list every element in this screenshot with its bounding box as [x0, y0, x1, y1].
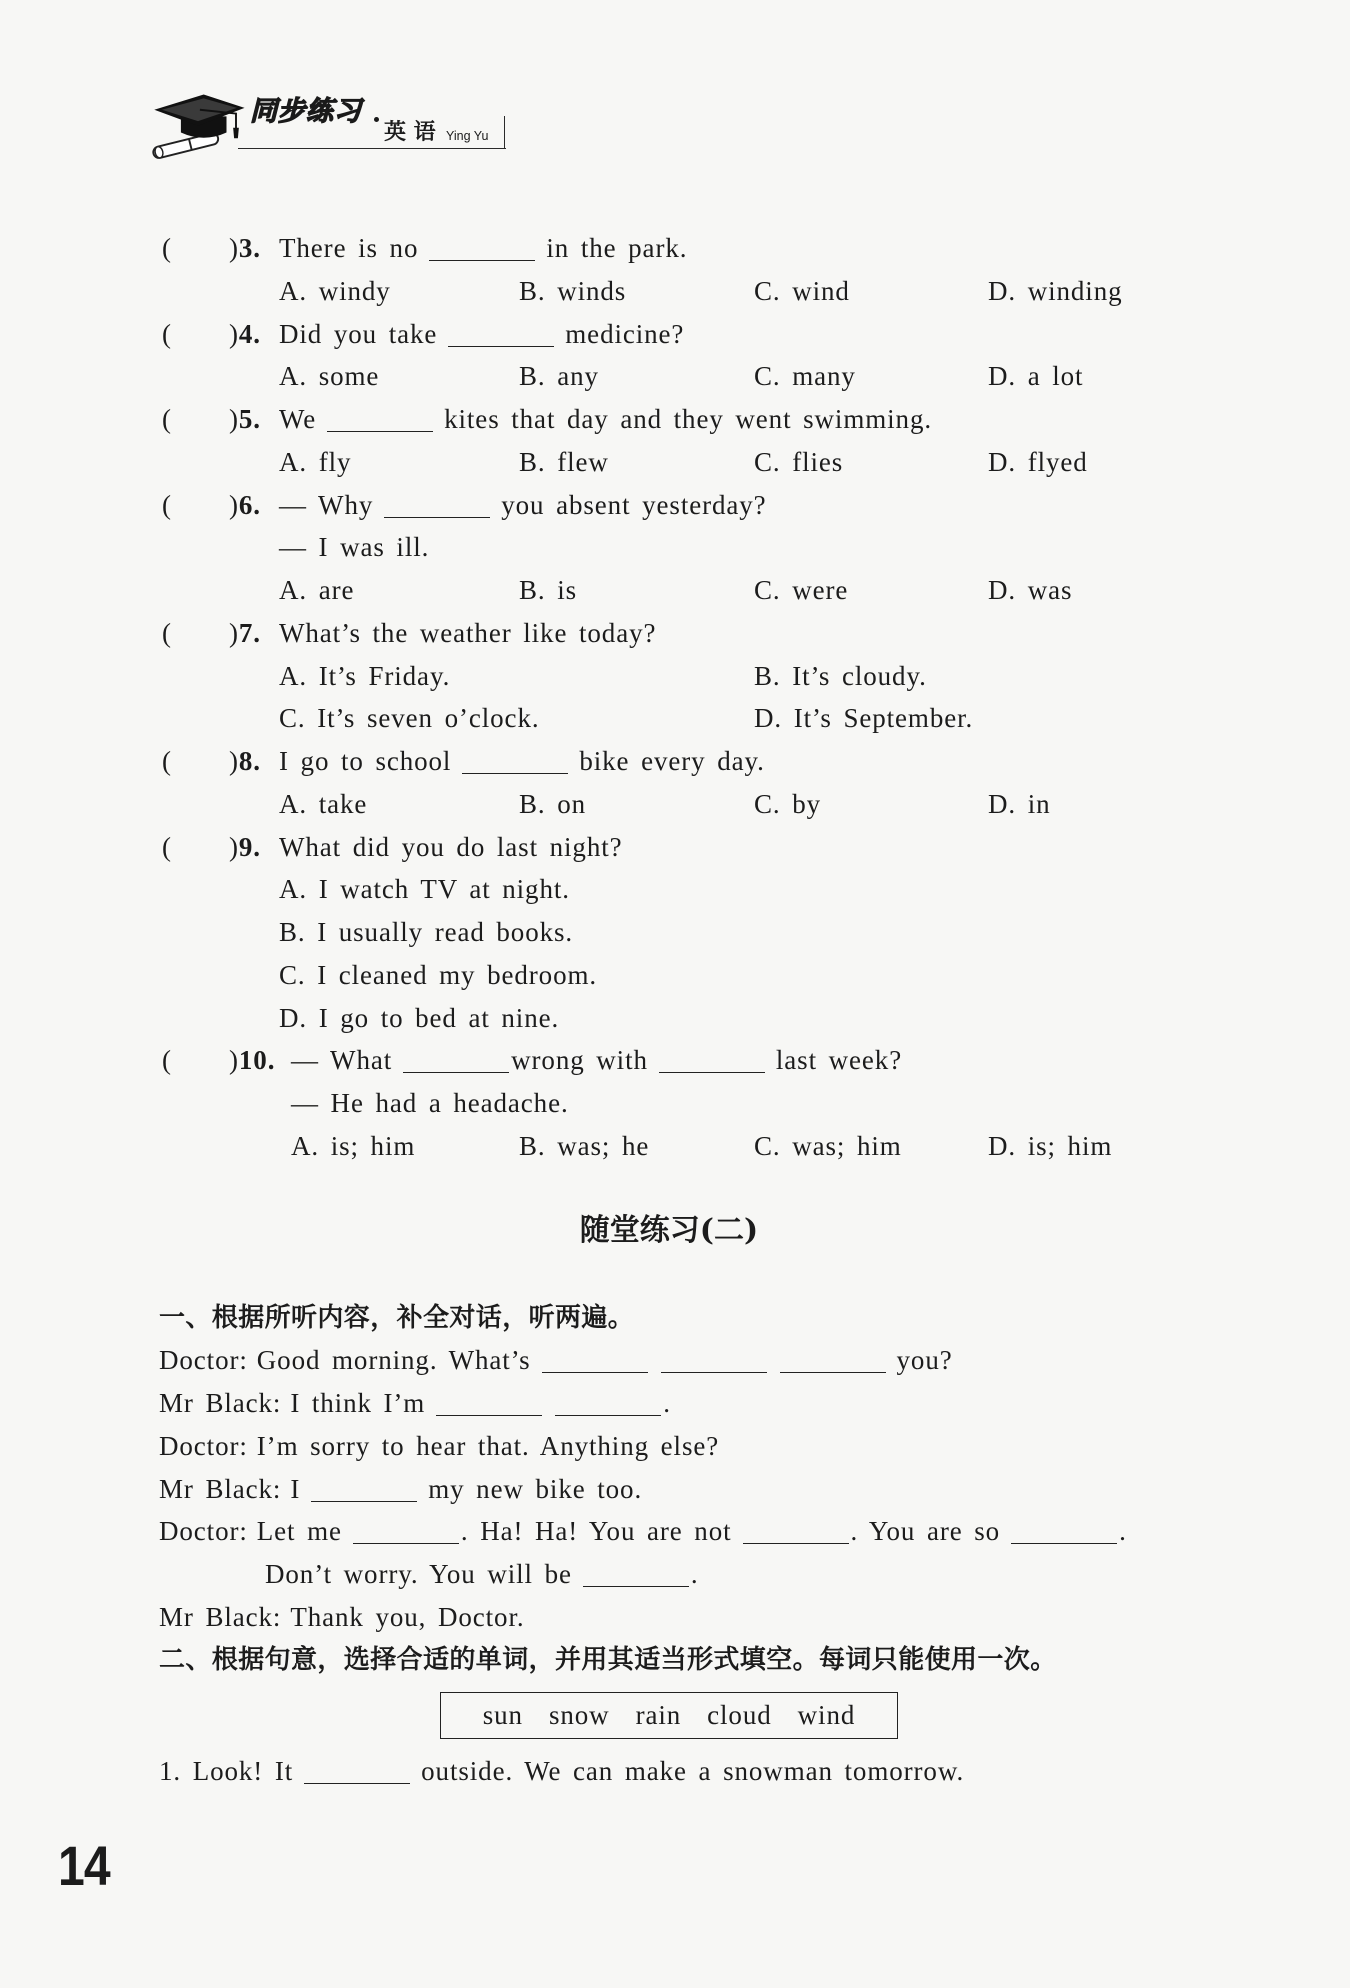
dialogue-text	[159, 1553, 699, 1596]
question-10	[0, 1039, 1350, 1082]
question-number-label: 6.	[238, 489, 261, 520]
option-a: A. windy	[279, 275, 391, 306]
answer-bracket-close: )	[229, 318, 239, 349]
question-number	[229, 826, 261, 869]
question-number	[229, 740, 261, 783]
option-a: A. take	[279, 788, 368, 819]
option-d: D. was	[988, 575, 1073, 605]
stem-segment: — Why	[279, 489, 374, 520]
option-c: C. I cleaned my bedroom.	[279, 959, 598, 990]
option-c: C. It’s seven o’clock.	[279, 703, 540, 734]
option-d: D. a lot	[988, 361, 1084, 392]
question-9	[0, 826, 1350, 869]
option-a: A. It’s Friday.	[279, 660, 451, 691]
stem-segment: I go to school	[279, 746, 452, 776]
dialogue-segment: Thank you, Doctor.	[290, 1601, 525, 1632]
answer-slot[interactable]	[178, 1039, 226, 1081]
answer-blank[interactable]	[743, 1523, 849, 1544]
question-4	[0, 313, 1350, 356]
stem-segment: wrong with	[511, 1045, 648, 1076]
question-10-options	[0, 1125, 1350, 1168]
section-title: 随堂练习(二)	[579, 1213, 759, 1248]
dialogue-segment: Don’t worry. You will be	[265, 1559, 572, 1590]
answer-bracket-close: )	[229, 404, 239, 434]
option-b: B. It’s cloudy.	[754, 660, 927, 691]
question-number	[229, 612, 261, 655]
stem-segment: last week?	[775, 1045, 903, 1076]
dialogue-segment: I’m sorry to hear that. Anything else?	[256, 1430, 720, 1461]
question-3	[0, 227, 1350, 270]
option-d: D. flyed	[988, 446, 1088, 477]
multiple-choice-list	[0, 227, 1350, 1168]
option-c: C. flies	[754, 446, 844, 477]
question-text	[279, 227, 687, 270]
option-b: B. flew	[519, 446, 609, 477]
dialogue-segment: you?	[896, 1345, 953, 1376]
answer-blank[interactable]	[429, 240, 535, 261]
answer-blank[interactable]	[661, 1352, 767, 1373]
answer-slot[interactable]	[178, 484, 226, 526]
word-bank-item: cloud	[707, 1700, 772, 1730]
option-a: A. is; him	[291, 1130, 416, 1161]
answer-blank[interactable]	[384, 497, 490, 518]
answer-bracket-open: (	[162, 404, 172, 434]
series-title: 同步练习	[250, 96, 362, 127]
answer-bracket-close: )	[229, 489, 239, 520]
dialogue-segment: .	[663, 1388, 671, 1419]
question-4-options	[0, 355, 1350, 398]
dialogue-reply: — He had a headache.	[291, 1088, 569, 1118]
question-text	[279, 398, 932, 441]
answer-blank[interactable]	[555, 1395, 661, 1416]
option-d: D. It’s September.	[754, 703, 974, 734]
dialogue-line-3	[0, 1425, 1350, 1468]
question-8	[0, 740, 1350, 783]
dialogue-text	[159, 1510, 1127, 1553]
option-d: D. is; him	[988, 1130, 1113, 1161]
stem-segment: kites that day and they went swimming.	[444, 404, 932, 434]
answer-bracket-close: )	[229, 831, 239, 862]
answer-blank[interactable]	[304, 1763, 410, 1784]
question-text	[279, 484, 767, 527]
answer-blank[interactable]	[583, 1566, 689, 1587]
stem-segment: you absent yesterday?	[501, 489, 767, 520]
option-d: D. I go to bed at nine.	[279, 1002, 560, 1033]
answer-blank[interactable]	[353, 1523, 459, 1544]
option-b: B. I usually read books.	[279, 917, 574, 947]
question-6-reply	[0, 526, 1350, 569]
answer-blank[interactable]	[1011, 1523, 1117, 1544]
question-9-option-b	[0, 911, 1350, 954]
answer-bracket-open: (	[162, 617, 172, 648]
answer-bracket-open: (	[162, 746, 172, 776]
option-a: A. I watch TV at night.	[279, 874, 570, 905]
speaker-label: Doctor:	[159, 1430, 248, 1461]
speaker-label: Mr Black:	[159, 1601, 282, 1632]
dialogue-line-7	[0, 1596, 1350, 1639]
dialogue-segment: .	[690, 1559, 699, 1590]
item-text	[159, 1750, 964, 1793]
part-2-heading-row	[0, 1639, 1350, 1682]
question-9-option-a	[0, 868, 1350, 911]
subject-label: 英 语	[384, 120, 436, 145]
page-number: 14	[58, 1834, 110, 1897]
stem-segment: in the park.	[546, 233, 688, 263]
stem-segment: — What	[291, 1045, 393, 1076]
item-segment: Look! It	[192, 1755, 294, 1786]
part-2-items	[0, 1750, 1350, 1793]
dialogue-reply: — I was ill.	[279, 532, 430, 563]
dialogue-text	[159, 1382, 671, 1425]
option-c: C. many	[754, 361, 856, 392]
question-text: What did you do last night?	[279, 831, 623, 862]
answer-blank[interactable]	[542, 1352, 648, 1373]
question-text	[279, 740, 765, 783]
answer-bracket-close: )	[229, 617, 239, 648]
question-9-option-d	[0, 997, 1350, 1040]
word-bank-item: snow	[548, 1700, 610, 1730]
part-2-heading: 二、根据句意，选择合适的单词，并用其适当形式填空。每词只能使用一次。	[159, 1644, 1057, 1675]
question-6-options	[0, 569, 1350, 612]
dialogue-text	[159, 1468, 642, 1511]
answer-bracket-open: (	[162, 318, 172, 349]
answer-bracket-close: )	[229, 1045, 239, 1076]
answer-blank[interactable]	[327, 411, 433, 432]
question-5-options	[0, 441, 1350, 484]
question-7-options-row-1	[0, 655, 1350, 698]
question-8-options	[0, 783, 1350, 826]
option-b: B. any	[519, 361, 599, 392]
question-7-options-row-2	[0, 697, 1350, 740]
option-d: D. winding	[988, 275, 1123, 306]
dialogue-line-1	[0, 1339, 1350, 1382]
stem-segment: We	[279, 404, 317, 434]
question-number-label: 9.	[238, 831, 261, 862]
dialogue-segment: . You are so	[850, 1516, 1001, 1547]
answer-slot[interactable]	[178, 227, 226, 269]
answer-bracket-open: (	[162, 1045, 172, 1076]
answer-bracket-open: (	[162, 489, 172, 520]
question-number	[229, 1039, 275, 1082]
option-a: A. some	[279, 361, 380, 392]
question-7	[0, 612, 1350, 655]
speaker-label: Doctor:	[159, 1345, 248, 1376]
option-c: C. by	[754, 788, 822, 819]
word-bank-item: wind	[797, 1700, 856, 1730]
item-segment: outside. We can make a snowman tomorrow.	[421, 1755, 965, 1786]
dialogue-text	[159, 1596, 525, 1639]
question-number-label: 7.	[238, 617, 261, 648]
answer-bracket-open: (	[162, 233, 172, 263]
item-number: 1.	[159, 1755, 182, 1786]
header-underline	[238, 148, 506, 149]
question-10-reply	[0, 1082, 1350, 1125]
fill-in-item-1	[0, 1750, 1350, 1793]
answer-blank[interactable]	[403, 1052, 509, 1073]
dialogue-line-6	[0, 1553, 1350, 1596]
stem-segment: There is no	[279, 233, 419, 263]
speaker-label: Doctor:	[159, 1516, 248, 1547]
stem-segment: medicine?	[565, 318, 685, 349]
option-a: A. fly	[279, 446, 352, 477]
question-number-label: 8.	[238, 746, 261, 776]
question-number-label: 5.	[238, 404, 261, 434]
answer-slot[interactable]	[178, 826, 226, 868]
dialogue-text	[159, 1425, 719, 1468]
word-bank	[440, 1692, 898, 1739]
answer-bracket-close: )	[229, 746, 239, 776]
dialogue-text	[159, 1339, 953, 1382]
part-1-dialogue	[0, 1297, 1350, 1682]
speaker-label: Mr Black:	[159, 1473, 282, 1504]
dialogue-segment: . Ha! Ha! You are not	[460, 1516, 732, 1547]
dialogue-line-4	[0, 1468, 1350, 1511]
option-d: D. in	[988, 788, 1051, 819]
speaker-label: Mr Black:	[159, 1388, 282, 1419]
answer-blank[interactable]	[448, 326, 554, 347]
option-b: B. is	[519, 575, 578, 605]
option-c: C. were	[754, 575, 849, 605]
word-bank-item: sun	[482, 1700, 523, 1730]
header-dot	[374, 117, 379, 122]
stem-segment: Did you take	[279, 318, 438, 349]
dialogue-segment: .	[1119, 1516, 1127, 1547]
subject-pinyin: Ying Yu	[446, 129, 489, 143]
answer-blank[interactable]	[462, 753, 568, 774]
question-5	[0, 398, 1350, 441]
word-bank-item: rain	[635, 1700, 682, 1730]
answer-blank[interactable]	[311, 1481, 417, 1502]
option-b: B. on	[519, 788, 587, 819]
question-text: What’s the weather like today?	[279, 617, 657, 648]
option-c: C. was; him	[754, 1130, 902, 1161]
graduation-cap-icon	[150, 86, 246, 162]
answer-bracket-open: (	[162, 831, 172, 862]
question-text	[279, 313, 684, 356]
option-b: B. winds	[519, 275, 627, 306]
question-number-label: 10.	[238, 1045, 276, 1076]
question-number-label: 4.	[238, 318, 261, 349]
question-3-options	[0, 270, 1350, 313]
dialogue-segment: Let me	[256, 1516, 342, 1547]
dialogue-segment: my new bike too.	[428, 1473, 643, 1504]
question-number-label: 3.	[238, 233, 261, 263]
part-1-heading: 一、根据所听内容，补全对话，听两遍。	[159, 1302, 635, 1333]
question-number	[229, 484, 261, 527]
header-divider	[504, 116, 505, 149]
answer-bracket-close: )	[229, 233, 239, 263]
question-text	[291, 1039, 902, 1082]
dialogue-segment: I think I’m	[290, 1388, 426, 1419]
dialogue-segment: Good morning. What’s	[256, 1345, 531, 1376]
answer-slot[interactable]	[178, 612, 226, 654]
dialogue-segment: I	[290, 1473, 301, 1504]
option-b: B. was; he	[519, 1130, 650, 1161]
answer-slot[interactable]	[178, 313, 226, 355]
question-number	[229, 227, 261, 270]
answer-slot[interactable]	[178, 740, 226, 782]
dialogue-line-2	[0, 1382, 1350, 1425]
question-9-option-c	[0, 954, 1350, 997]
question-6	[0, 484, 1350, 527]
stem-segment: bike every day.	[579, 746, 765, 776]
answer-slot[interactable]	[178, 398, 226, 440]
answer-blank[interactable]	[659, 1052, 765, 1073]
question-number	[229, 398, 261, 441]
option-c: C. wind	[754, 275, 850, 306]
answer-blank[interactable]	[780, 1352, 886, 1373]
option-a: A. are	[279, 575, 355, 605]
part-1-heading-row	[0, 1297, 1350, 1340]
dialogue-line-5	[0, 1510, 1350, 1553]
question-number	[229, 313, 261, 356]
answer-blank[interactable]	[436, 1395, 542, 1416]
